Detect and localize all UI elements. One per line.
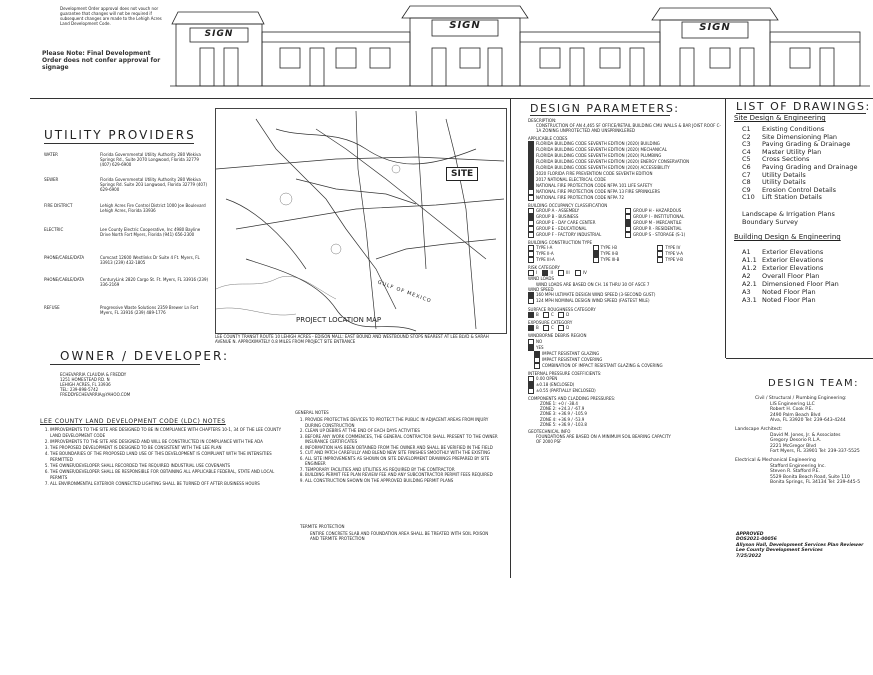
utility-label: WATER bbox=[44, 152, 58, 157]
utility-value: Florida Governmental Utility Authority 280 Wekiva Springs Rd. Suite 203 Longwood, Florida 32779 (407) 629-6900 bbox=[100, 177, 208, 192]
section-label: DESCRIPTION: bbox=[528, 118, 557, 123]
occupancy-label: GROUP M - MERCANTILE bbox=[633, 220, 682, 226]
approval-line: Lee County Development Services bbox=[736, 548, 823, 554]
drawing-item bbox=[742, 264, 872, 272]
general-notes-title: GENERAL NOTES bbox=[295, 410, 329, 415]
drawing-item bbox=[742, 248, 872, 256]
pressure-label: ±0.55 (PARTIALLY ENCLOSED) bbox=[536, 387, 596, 393]
occupancy-label: GROUP S - STORAGE (S-1) bbox=[633, 232, 686, 238]
surface-row bbox=[528, 312, 722, 318]
drawing-code: C2 bbox=[742, 132, 751, 141]
utility-row bbox=[44, 227, 214, 255]
construction-label: TYPE III-B bbox=[600, 257, 620, 263]
drawing-code: C10 bbox=[742, 193, 755, 202]
drawing-name: Master Utility Plan bbox=[762, 147, 822, 156]
drawing-name: Overall Floor Plan bbox=[762, 272, 820, 280]
section-label: COMPONENTS AND CLADDING PRESSURES: bbox=[528, 395, 616, 401]
design-parameters-body bbox=[528, 118, 722, 445]
general-note: 1. PROVIDE PROTECTIVE DEVICES TO PROTECT THE PUBLIC IN ADJACENT AREAS FROM INJURY DURING CONSTRUCTION bbox=[305, 417, 505, 428]
utility-row bbox=[44, 277, 214, 305]
drawing-name: Utility Details bbox=[762, 170, 806, 179]
checkbox bbox=[528, 388, 534, 394]
section-label: BUILDING CONSTRUCTION TYPE bbox=[528, 240, 592, 246]
cladding-zone: ZONE 2: +24.3 / -67.9 bbox=[540, 406, 585, 412]
section-label: WIND SPEED bbox=[528, 286, 554, 292]
drawing-name: Existing Conditions bbox=[762, 125, 825, 133]
team-line: David M. Jones, Jr. & Associates bbox=[770, 432, 841, 438]
general-note: 7. TEMPORARY FACILITIES AND UTILITIES AS REQUIRED BY THE CONTRACTOR bbox=[305, 467, 505, 473]
construction-grid bbox=[528, 245, 722, 263]
divider bbox=[44, 143, 194, 144]
cladding-zone: ZONE 5: +36.9 / -103.8 bbox=[540, 421, 587, 427]
debris-label: IMPACT RESISTANT GLAZING bbox=[542, 350, 600, 356]
team-line: LIS Engineering LLC bbox=[770, 401, 815, 407]
drawing-name: Noted Floor Plan bbox=[762, 288, 816, 296]
utility-value: Florida Governmental Utility Authority 280 Wekiva Springs Rd., Suite 2070 Longwood, Florida 32779 (407) 629-6900 bbox=[100, 152, 201, 167]
debris-label: COMBINATION OF IMPACT RESISTANT GLAZING & COVERING bbox=[542, 362, 663, 368]
checkbox bbox=[625, 232, 631, 238]
drawing-name: Dimensioned Floor Plan bbox=[762, 280, 839, 288]
utility-value: Progressive Waste Solutions 2359 Brewer Ln Fort Myers, FL 33916 (239) 489-1776 bbox=[100, 305, 199, 315]
team-line: Steven R. Stafford P.E. bbox=[770, 469, 820, 475]
building-elevation-drawing bbox=[170, 2, 870, 90]
utility-value: Lehigh Acres Fire Control District 1000 Joe Boulevard Lehigh Acres, Florida 33936 bbox=[100, 203, 206, 213]
extra-drawing: Boundary Survey bbox=[742, 218, 798, 226]
team-line: Stafford Engineering Inc. bbox=[770, 463, 826, 469]
occupancy-label: GROUP B - BUSINESS bbox=[536, 214, 579, 220]
exposure-label: D bbox=[566, 325, 570, 331]
surface-label: B bbox=[536, 312, 539, 318]
owner-line: FREDDYECHEVARRIA@YAHOO.COM bbox=[60, 392, 131, 397]
team-role: Landscape Architect: bbox=[735, 426, 783, 432]
exposure-label: B bbox=[536, 325, 539, 331]
drawing-code: C3 bbox=[742, 140, 751, 149]
risk-label: II bbox=[550, 270, 553, 276]
general-note: 2. CLEAN UP DEBRIS AT THE END OF EACH DAYS ACTIVITIES bbox=[305, 428, 505, 434]
utility-row bbox=[44, 152, 214, 177]
occupancy-label: GROUP E - EDUCATIONAL bbox=[536, 226, 587, 232]
team-group bbox=[730, 396, 872, 424]
utility-row bbox=[44, 255, 214, 277]
drawing-name: Noted Floor Plan bbox=[762, 296, 816, 304]
checkbox bbox=[528, 312, 534, 318]
approval-disclaimer: Development Order approval does not vouch nor guarantee that changes will not be required if subsequent changes are made to the Lehigh Acres Land Development Code. bbox=[60, 6, 162, 26]
drawing-name: Cross Sections bbox=[762, 155, 810, 164]
utility-label: SEWER bbox=[44, 177, 59, 182]
occupancy-grid bbox=[528, 208, 722, 238]
drawing-name: Erosion Control Details bbox=[762, 185, 837, 194]
ldc-note: 5. THE OWNER/DEVELOPER SHALL RECORDED THE REQUIRED INDUSTRIAL USE COVENANTS bbox=[50, 463, 290, 469]
design-team-title: DESIGN TEAM: bbox=[768, 378, 859, 389]
sign-label: SIGN bbox=[449, 20, 481, 31]
code-label: FLORIDA BUILDING CODE SEVENTH EDITION (2020) BUILDING bbox=[536, 140, 660, 146]
drawing-code: C5 bbox=[742, 155, 751, 164]
checkbox bbox=[534, 363, 540, 369]
ldc-note: 3. THE PROPOSED DEVELOPMENT IS DESIGNED TO BE CONSISTENT WITH THE LEE PLAN bbox=[50, 445, 290, 451]
team-group bbox=[730, 427, 872, 455]
drawing-item bbox=[742, 288, 872, 296]
utility-label: ELECTRIC bbox=[44, 227, 64, 232]
ldc-notes-list bbox=[40, 427, 290, 487]
utility-providers-title: UTILITY PROVIDERS bbox=[44, 128, 196, 142]
sign-label: SIGN bbox=[699, 22, 731, 33]
occupancy-label: GROUP A - ASSEMBLY bbox=[536, 208, 580, 214]
approval-stamp bbox=[736, 532, 866, 559]
drawing-item bbox=[742, 194, 872, 202]
checkbox bbox=[528, 298, 534, 304]
owner-line: LEHIGH ACRES, FL 33936 bbox=[60, 382, 111, 387]
checkbox bbox=[528, 325, 534, 331]
sign-label: SIGN bbox=[204, 29, 234, 39]
debris-label: NO bbox=[536, 338, 543, 344]
divider bbox=[530, 115, 670, 116]
surface-label: D bbox=[566, 312, 570, 318]
ldc-note: 2. IMPROVEMENTS TO THE SITE ARE DESIGNED AND WILL BE CONSTRUCTED IN COMPLIANCE WITH THE ADA bbox=[50, 439, 290, 445]
owner-line: ECHEVARRIA CLAUDIA & FREDDY bbox=[60, 372, 127, 377]
design-parameters-title: DESIGN PARAMETERS: bbox=[530, 102, 680, 115]
general-note: 3. BEFORE ANY WORK COMMENCES, THE GENERAL CONTRACTOR SHALL PRESENT TO THE OWNER INSURANCE CERTIFICATES bbox=[305, 434, 505, 445]
ldc-note: 4. THE BOUNDARIES OF THE PROPOSED LAND USE OF THIS DEVELOPMENT IS COMPLIANT WITH THE INTENSITIES PERMITTED bbox=[50, 451, 290, 463]
geo-text: FOUNDATIONS ARE BASED ON A MINIMUM SOIL BEARING CAPACITY OF 2000 PSF bbox=[536, 434, 671, 445]
section-label: WINDBORNE DEBRIS REGION bbox=[528, 333, 587, 339]
project-location-map bbox=[215, 108, 507, 334]
section-label: RISK CATEGORY bbox=[528, 265, 560, 271]
construction-label: TYPE II-A bbox=[536, 251, 554, 257]
checkbox bbox=[593, 257, 599, 263]
team-role: Civil / Structural / Plumbing Engineering: bbox=[755, 396, 847, 401]
section-label: BUILDING OCCUPANCY CLASSIFICATION bbox=[528, 202, 608, 208]
construction-label: TYPE I-B bbox=[600, 245, 617, 251]
owner-details bbox=[60, 372, 220, 397]
extra-drawing: Landscape & Irrigation Plans bbox=[742, 210, 835, 218]
drawing-code: C8 bbox=[742, 178, 751, 187]
team-role: Electrical & Mechanical Engineering bbox=[735, 457, 816, 463]
occupancy-label: GROUP I - INSTITUTIONAL bbox=[633, 214, 685, 220]
team-line: 2490 Palm Beach Blvd bbox=[770, 412, 821, 418]
map-roads-drawing bbox=[216, 109, 506, 333]
site-drawings-list bbox=[742, 126, 872, 202]
drawing-code: A1.2 bbox=[742, 264, 757, 272]
section-label: SURFACE ROUGHNESS CATEGORY bbox=[528, 307, 596, 313]
drawing-code: C9 bbox=[742, 185, 751, 194]
drawing-code: A1 bbox=[742, 248, 751, 256]
drawing-item bbox=[742, 256, 872, 264]
code-label: FLORIDA BUILDING CODE SEVENTH EDITION (2020) PLUMBING bbox=[536, 152, 662, 158]
drawing-code: A3.1 bbox=[742, 296, 757, 304]
checkbox bbox=[528, 195, 534, 201]
site-design-heading: Site Design & Engineering bbox=[734, 114, 826, 122]
drawing-name: Exterior Elevations bbox=[762, 248, 824, 256]
utility-label: PHONE/CABLE/DATA bbox=[44, 255, 85, 260]
drawing-name: Site Dimensioning Plan bbox=[762, 132, 838, 141]
drawing-code: A3 bbox=[742, 288, 751, 296]
construction-label: TYPE V-A bbox=[665, 251, 684, 257]
construction-label: TYPE V-B bbox=[665, 257, 683, 263]
code-label: 2020 FLORIDA FIRE PREVENTION CODE SEVENTH EDITION bbox=[536, 170, 653, 176]
risk-label: I bbox=[536, 270, 538, 276]
debris-label: IMPACT RESISTANT COVERING bbox=[542, 356, 603, 362]
drawing-name: Lift Station Details bbox=[762, 193, 822, 202]
occupancy-label: GROUP E - DAY CARE CENTER bbox=[536, 220, 596, 226]
site-marker: SITE bbox=[446, 167, 478, 181]
general-notes-list bbox=[295, 417, 505, 483]
drawing-code: A2.1 bbox=[742, 280, 757, 288]
utility-value: Lee County Electric Cooperative, Inc 4980 Bayline Drive North Fort Myers, Florida (941) 656-2300 bbox=[100, 227, 201, 237]
checkbox bbox=[543, 312, 549, 318]
checkbox bbox=[575, 270, 581, 276]
building-design-heading: Building Design & Engineering bbox=[734, 233, 841, 241]
risk-label: III bbox=[566, 270, 570, 276]
surface-label: C bbox=[551, 312, 554, 318]
transit-note: LEE COUNTY TRANSIT ROUTE 10 LEHIGH ACRES - EDISON MALL: EAST BOUND AND WESTBOUND STOPS NEAREST AT LEE BLVD & SARAH AVENUE N. APPROXIMATELY 0.8 MILES FROM PROJECT SITE ENTRANCE bbox=[215, 334, 489, 344]
team-line: Bonita Springs, FL 34134 Tel: 239-445-5 bbox=[770, 480, 861, 486]
code-label: FLORIDA BUILDING CODE SEVENTH EDITION (2020) MECHANICAL bbox=[536, 146, 667, 152]
exposure-row bbox=[528, 325, 722, 331]
divider bbox=[510, 98, 511, 578]
checkbox bbox=[528, 257, 534, 263]
code-label: NATIONAL FIRE PROTECTION CODE NFPA 72 bbox=[536, 194, 624, 200]
section-label: APPLICABLE CODES bbox=[528, 135, 568, 141]
team-line: 2221 McGregor Blvd bbox=[770, 443, 816, 449]
approval-line: DOS2021-00056 bbox=[736, 537, 777, 543]
utility-row bbox=[44, 203, 214, 227]
exposure-label: C bbox=[551, 325, 554, 331]
approval-line: Allyson Hall, Development Services Plan Reviewer bbox=[736, 542, 864, 548]
drawing-item bbox=[742, 280, 872, 288]
team-line: Gregory Desorio R.L.A. bbox=[770, 438, 821, 444]
pressure-label: ±0.18 (ENCLOSED) bbox=[536, 381, 575, 387]
drawing-code: A1.1 bbox=[742, 256, 757, 264]
construction-label: TYPE II-B bbox=[600, 251, 619, 257]
occupancy-label: GROUP F - FACTORY INDUSTRIAL bbox=[536, 232, 602, 238]
owner-title: OWNER / DEVELOPER: bbox=[60, 349, 230, 363]
map-title: PROJECT LOCATION MAP bbox=[296, 316, 382, 324]
occupancy-label: GROUP H - HAZARDOUS bbox=[633, 208, 682, 214]
section-label: INTERNAL PRESSURE COEFFICIENTS: bbox=[528, 370, 602, 376]
construction-label: TYPE I-A bbox=[536, 245, 553, 251]
owner-line: 1251 HOMESTEAD RD. N bbox=[60, 377, 110, 382]
general-note: 9. ALL CONSTRUCTION SHOWN ON THE APPROVED BUILDING PERMIT PLANS bbox=[305, 478, 505, 484]
utility-label: PHONE/CABLE/DATA bbox=[44, 277, 85, 282]
checkbox bbox=[657, 257, 663, 263]
owner-line: TEL: 239-898-5742 bbox=[60, 387, 99, 392]
divider bbox=[50, 364, 200, 365]
ldc-note: 1. IMPROVEMENTS TO THE SITE ARE DESIGNED TO BE IN COMPLIANCE WITH CHAPTERS 10-1, 34 OF THE LEE COUNTY LAND DEVELOPMENT CODE bbox=[50, 427, 290, 439]
drawing-code: A2 bbox=[742, 272, 751, 280]
team-line: 5529 Bonita Beach Road, Suite 110 bbox=[770, 474, 850, 480]
checkbox bbox=[558, 270, 564, 276]
utility-providers-list bbox=[44, 152, 214, 333]
utility-row bbox=[44, 305, 214, 333]
occupancy-label: GROUP R - RESIDENTIAL bbox=[633, 226, 682, 232]
divider bbox=[725, 98, 726, 358]
utility-label: FIRE DISTRICT bbox=[44, 203, 73, 208]
team-line: Alva, FL 33920 Tel: 239-643-4244 bbox=[770, 418, 846, 424]
utility-label: REFUSE bbox=[44, 305, 60, 310]
signage-note: Please Note: Final Development Order does not confer approval for signage bbox=[42, 50, 161, 71]
list-of-drawings-title: LIST OF DRAWINGS: bbox=[736, 100, 871, 113]
gulf-label: GULF OF MEXICO bbox=[376, 279, 433, 305]
drawing-item bbox=[742, 272, 872, 280]
ldc-note: 6. THE OWNER/DEVELOPER SHALL BE RESPONSIBLE FOR OBTAINING ALL APPLICABLE FEDERAL, STATE AND LOCAL PERMITS bbox=[50, 469, 290, 481]
drawing-code: C6 bbox=[742, 162, 751, 171]
team-group bbox=[730, 458, 872, 486]
wind-speed-label: 124 MPH NOMINAL DESIGN WIND SPEED (FASTEST MILE) bbox=[536, 298, 650, 304]
risk-label: IV bbox=[582, 270, 587, 276]
utility-row bbox=[44, 177, 214, 203]
ldc-notes-title: LEE COUNTY LAND DEVELOPMENT CODE (LDC) NOTES bbox=[40, 418, 226, 425]
cladding-zone: ZONE 4: +36.9 / -53.9 bbox=[540, 416, 585, 422]
code-label: FLORIDA BUILDING CODE SEVENTH EDITION (2020) ACCESSIBILITY bbox=[536, 164, 670, 170]
construction-label: TYPE III-A bbox=[536, 257, 555, 263]
approval-line: APPROVED bbox=[736, 532, 764, 537]
code-label: 2017 NATIONAL ELECTRICAL CODE bbox=[536, 176, 606, 182]
wind-speed-label: 160 MPH ULTIMATE DESIGN WIND SPEED (3-SECOND GUST) bbox=[536, 292, 656, 298]
utility-value: CenturyLink 2820 Cargo St. Ft. Myers, FL 33916 (239) 336-2169 bbox=[100, 277, 209, 287]
checkbox bbox=[543, 325, 549, 331]
section-label: GEOTECHNICAL INFO bbox=[528, 429, 571, 435]
drawing-name: Exterior Elevations bbox=[762, 256, 824, 264]
description-text: CONSTRUCTION OF AN 4,465 SF OFFICE/RETAIL BUILDING CMU WALLS & BAR JOIST ROOF C-1A ZONING UNPROTECTED AND UNSPRINKLERED bbox=[536, 123, 721, 134]
construction-label: TYPE IV bbox=[665, 245, 681, 251]
drawing-name: Paving Grading and Drainage bbox=[762, 162, 858, 171]
general-note: 5. CUT AND PATCH CAREFULLY AND BLEND NEW SITE FINISHES SMOOTHLY WITH THE EXISTING bbox=[305, 450, 505, 456]
termite-note: ENTIRE CONCRETE SLAB AND FOUNDATION AREA SHALL BE TREATED WITH SOIL POISON AND TERMITE PROTECTION bbox=[310, 531, 489, 541]
section-label: EXPOSURE CATEGORY bbox=[528, 320, 573, 326]
building-drawings-list bbox=[742, 248, 872, 304]
section-label: WIND LOADS bbox=[528, 276, 554, 282]
checkbox bbox=[558, 325, 564, 331]
design-team-list bbox=[730, 396, 872, 486]
drawing-name: Exterior Elevations bbox=[762, 264, 824, 272]
team-line: Fort Myers, FL 33901 Tel: 239-337-5525 bbox=[770, 449, 860, 455]
general-note: 6. ALL SITE IMPROVEMENTS AS SHOWN ON SITE DEVELOPMENT DRAWINGS PREPARED BY SITE ENGINEER bbox=[305, 456, 505, 467]
checkbox bbox=[528, 232, 534, 238]
drawing-code: C1 bbox=[742, 125, 751, 133]
extra-drawings bbox=[742, 210, 835, 226]
drawing-name: Paving Grading & Drainage bbox=[762, 140, 851, 149]
code-label: FLORIDA BUILDING CODE SEVENTH EDITION (2020) ENERGY CONSERVATION bbox=[536, 158, 690, 164]
drawing-name: Utility Details bbox=[762, 178, 806, 187]
drawing-code: C7 bbox=[742, 170, 751, 179]
debris-label: YES bbox=[536, 344, 544, 350]
team-line: Robert H. Cook P.E. bbox=[770, 407, 813, 413]
code-item bbox=[528, 195, 722, 201]
ldc-note: 7. ALL ENVIRONMENTAL EXTERIOR CONNECTED LIGHTING SHALL BE TURNED OFF AFTER BUSINESS HOURS bbox=[50, 481, 290, 487]
drawing-item bbox=[742, 296, 872, 304]
cladding-zone: ZONE 1: +0 / -38.4 bbox=[540, 401, 578, 407]
divider bbox=[726, 358, 873, 359]
code-label: NATIONAL FIRE PROTECTION CODE NFPA 13 FIRE SPRINKLERS bbox=[536, 188, 660, 194]
approval-line: 7/25/2022 bbox=[736, 553, 762, 559]
wind-text: WIND LOADS ARE BASED ON CH. 16 THRU 30 OF ASCE 7 bbox=[536, 281, 650, 287]
checkbox bbox=[558, 312, 564, 318]
general-note: 8. BUILDING PERMIT FEE PLAN REVIEW FEE AND ANY SUBCONTRACTOR PERMIT FEES REQUIRED bbox=[305, 472, 505, 478]
cladding-zone: ZONE 3: +36.9 / -105.9 bbox=[540, 411, 587, 417]
divider bbox=[30, 98, 873, 99]
general-note: 4. INFORMATION HAS BEEN OBTAINED FROM THE OWNER AND SHALL BE VERIFIED IN THE FIELD bbox=[305, 445, 505, 451]
drawing-code: C4 bbox=[742, 147, 751, 156]
termite-title: TERMITE PROTECTION bbox=[300, 524, 345, 529]
utility-value: Comcast 12600 Westlinks Dr Suite 4 Ft. Myers, FL 33913 (239) 432-1805 bbox=[100, 255, 200, 265]
code-label: NATIONAL FIRE PROTECTION CODE NFPA 101 LIFE SAFETY bbox=[536, 182, 653, 188]
codes-list bbox=[528, 141, 722, 201]
pressure-label: 0.00 OPEN bbox=[536, 375, 558, 381]
